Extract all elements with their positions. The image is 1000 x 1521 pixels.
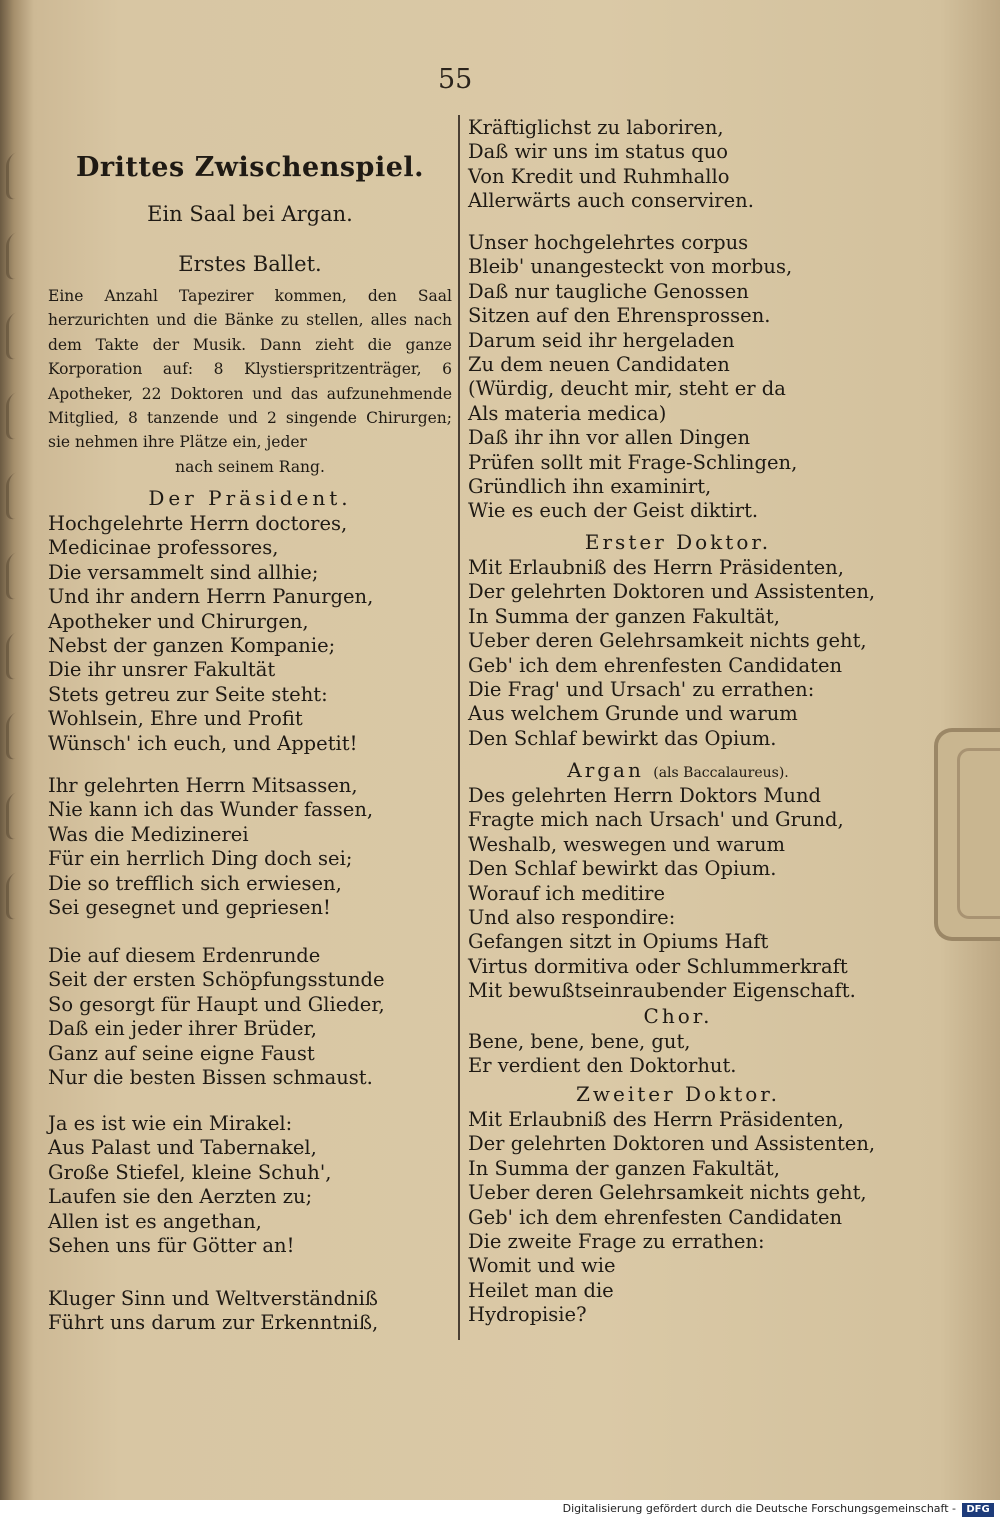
stage-direction-end: nach seinem Rang.	[175, 457, 325, 476]
verse-line: Von Kredit und Ruhmhallo	[468, 164, 730, 188]
verse-stanza	[468, 1108, 875, 1328]
verse-line: In Summa der ganzen Fakultät,	[468, 604, 780, 628]
verse-line: Ihr gelehrten Herrn Mitsassen,	[48, 774, 358, 797]
stage-direction-text: Eine Anzahl Tapezirer kommen, den Saal herzurichten und die Bänke zu stellen, alles nach dem Takte der Musik. Dann zieht die ganze Korporation auf: 8 Klystierspritzenträger, 6 Apotheker, 22 Doktoren und das aufzunehmende Mitglied, 8 tanzende und 2 singende Chirurgen; sie nehmen ihre Plätze ein, jeder	[48, 287, 452, 452]
verse-line: Heilet man die	[468, 1278, 614, 1302]
verse-line: Ueber deren Gelehrsamkeit nichts geht,	[468, 1181, 867, 1205]
verse-line: Und ihr andern Herrn Panurgen,	[48, 585, 374, 609]
digitization-footer	[0, 1500, 1000, 1521]
verse-line: Geb' ich dem ehrenfesten Candidaten	[468, 1205, 843, 1229]
verse-line: Darum seid ihr hergeladen	[468, 328, 735, 352]
verse-stanza	[468, 231, 797, 524]
verse-line: Den Schlaf bewirkt das Opium.	[468, 726, 777, 750]
verse-stanza	[468, 116, 754, 214]
speaker-chorus: Chor.	[643, 1004, 713, 1028]
verse-line: Ganz auf seine eigne Faust	[48, 1041, 315, 1065]
scene-setting: Ein Saal bei Argan.	[147, 202, 353, 226]
verse-line: Die zweite Frage zu errathen:	[468, 1229, 765, 1253]
verse-line: Ja es ist wie ein Mirakel:	[48, 1112, 293, 1135]
verse-line: Daß ein jeder ihrer Brüder,	[48, 1017, 317, 1041]
verse-line: Nur die besten Bissen schmaust.	[48, 1065, 373, 1089]
verse-stanza	[48, 512, 373, 756]
verse-line: Die versammelt sind allhie;	[48, 560, 319, 584]
verse-line: Kluger Sinn und Weltverständniß	[48, 1287, 378, 1310]
verse-stanza	[468, 1030, 737, 1079]
verse-stanza	[48, 774, 373, 920]
verse-line: Nie kann ich das Wunder fassen,	[48, 798, 374, 822]
verse-line: Aus welchem Grunde und warum	[468, 702, 798, 726]
stage-direction	[48, 284, 452, 479]
verse-line: Sehen uns für Götter an!	[48, 1233, 295, 1257]
verse-line: Daß ihr ihn vor allen Dingen	[468, 426, 751, 450]
verse-line: Stets getreu zur Seite steht:	[48, 682, 328, 706]
verse-line: Wohlsein, Ehre und Profit	[48, 707, 303, 731]
verse-line: Was die Medizinerei	[48, 822, 249, 846]
verse-line: In Summa der ganzen Fakultät,	[468, 1156, 780, 1180]
verse-stanza	[48, 1112, 331, 1258]
footer-credit: Digitalisierung gefördert durch die Deutsche Forschungsgemeinschaft -	[562, 1502, 956, 1515]
speaker-second-doctor: Zweiter Doktor.	[575, 1082, 781, 1106]
verse-line: Womit und wie	[468, 1254, 616, 1278]
verse-line: Aus Palast und Tabernakel,	[48, 1136, 317, 1160]
verse-line: Des gelehrten Herrn Doktors Mund	[468, 784, 821, 807]
verse-line: Hydropisie?	[468, 1303, 587, 1327]
act-title: Drittes Zwischenspiel.	[75, 152, 425, 183]
verse-line: Bene, bene, bene, gut,	[468, 1030, 691, 1053]
verse-line: Mit bewußtseinraubender Eigenschaft.	[468, 979, 856, 1003]
verse-line: Seit der ersten Schöpfungsstunde	[48, 968, 385, 992]
verse-line: Sei gesegnet und gepriesen!	[48, 895, 331, 919]
verse-line: Ueber deren Gelehrsamkeit nichts geht,	[468, 629, 867, 653]
ballet-heading: Erstes Ballet.	[178, 252, 322, 276]
speaker-argan-note: (als Baccalaureus).	[653, 765, 789, 781]
verse-line: Wie es euch der Geist diktirt.	[468, 499, 759, 523]
verse-line: Er verdient den Doktorhut.	[468, 1054, 737, 1078]
verse-line: Prüfen sollt mit Frage-Schlingen,	[468, 450, 798, 474]
verse-line: Gefangen sitzt in Opiums Haft	[468, 930, 769, 954]
page-clip-inner	[957, 748, 1000, 919]
verse-line: Und also respondire:	[468, 905, 676, 929]
verse-stanza	[468, 784, 856, 1004]
dfg-logo: DFG	[962, 1503, 994, 1517]
verse-line: Die ihr unsrer Fakultät	[48, 658, 276, 682]
verse-line: Kräftiglichst zu laboriren,	[468, 116, 724, 139]
verse-line: Führt uns darum zur Erkenntniß,	[48, 1311, 379, 1335]
speaker-president: Der Präsident.	[148, 486, 352, 510]
verse-line: Fragte mich nach Ursach' und Grund,	[468, 808, 844, 832]
verse-stanza	[468, 556, 875, 751]
verse-line: Die so trefflich sich erwiesen,	[48, 871, 342, 895]
verse-line: Medicinae professores,	[48, 536, 279, 560]
verse-line: Den Schlaf bewirkt das Opium.	[468, 857, 777, 881]
facing-page-bleed	[6, 150, 40, 950]
verse-line: Der gelehrten Doktoren und Assistenten,	[468, 580, 876, 604]
column-divider	[458, 115, 460, 1340]
speaker-argan	[468, 758, 888, 782]
verse-line: Der gelehrten Doktoren und Assistenten,	[468, 1132, 876, 1156]
verse-line: Allen ist es angethan,	[48, 1209, 262, 1233]
verse-line: Unser hochgelehrtes corpus	[468, 231, 749, 254]
verse-line: Laufen sie den Aerzten zu;	[48, 1185, 313, 1209]
verse-line: Allerwärts auch conserviren.	[468, 189, 754, 213]
verse-line: Die Frag' und Ursach' zu errathen:	[468, 677, 815, 701]
verse-stanza	[48, 1287, 378, 1336]
verse-line: Virtus dormitiva oder Schlummerkraft	[468, 954, 848, 978]
verse-stanza	[48, 944, 385, 1090]
verse-line: Große Stiefel, kleine Schuh',	[48, 1160, 332, 1184]
verse-line: Daß wir uns im status quo	[468, 140, 729, 164]
verse-line: Daß nur taugliche Genossen	[468, 279, 749, 303]
verse-line: Worauf ich meditire	[468, 881, 665, 905]
verse-line: Nebst der ganzen Kompanie;	[48, 633, 336, 657]
verse-line: Die auf diesem Erdenrunde	[48, 944, 321, 967]
speaker-argan-name: Argan	[567, 758, 644, 782]
verse-line: Mit Erlaubniß des Herrn Präsidenten,	[468, 556, 844, 579]
verse-line: Gründlich ihn examinirt,	[468, 474, 712, 498]
verse-line: Hochgelehrte Herrn doctores,	[48, 512, 348, 535]
verse-line: Als materia medica)	[468, 401, 667, 425]
verse-line: (Würdig, deucht mir, steht er da	[468, 377, 786, 401]
speaker-first-doctor: Erster Doktor.	[584, 530, 772, 554]
verse-line: Weshalb, weswegen und warum	[468, 832, 786, 856]
verse-line: Geb' ich dem ehrenfesten Candidaten	[468, 653, 843, 677]
verse-line: Apotheker und Chirurgen,	[48, 609, 309, 633]
verse-line: Mit Erlaubniß des Herrn Präsidenten,	[468, 1108, 844, 1131]
verse-line: Für ein herrlich Ding doch sei;	[48, 847, 353, 871]
verse-line: So gesorgt für Haupt und Glieder,	[48, 992, 385, 1016]
verse-line: Zu dem neuen Candidaten	[468, 352, 730, 376]
verse-line: Sitzen auf den Ehrensprossen.	[468, 304, 771, 328]
page-number: 55	[438, 64, 473, 95]
verse-line: Bleib' unangesteckt von morbus,	[468, 255, 793, 279]
verse-line: Wünsch' ich euch, und Appetit!	[48, 731, 358, 755]
